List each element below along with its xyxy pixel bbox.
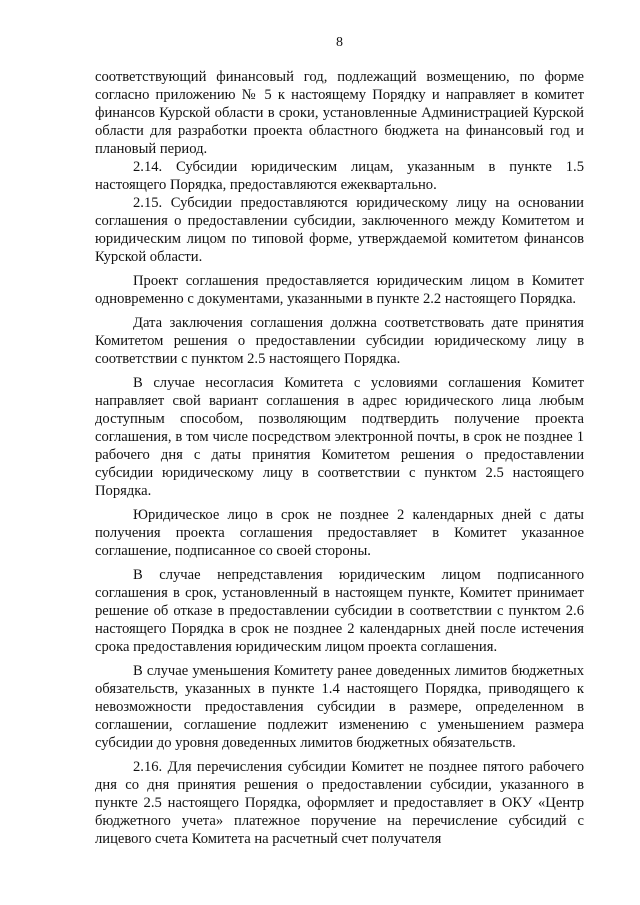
paragraph-non-submission: В случае непредставления юридическим лицом подписанного соглашения в срок, установленный в настоящем пункте, Комитет принимает решение об отказе в предоставлении субсидии в соответствии с пунктом 2.6 настоящего Порядка в срок не позднее 2 календарных дней после истечения срока предоставления юридическим лицом проекта соглашения. [95, 567, 584, 655]
paragraph-signed-agreement: Юридическое лицо в срок не позднее 2 календарных дней с даты получения проекта соглашения предоставляет в Комитет указанное соглашение, подписанное со своей стороны. [95, 507, 584, 559]
paragraph-limit-reduction: В случае уменьшения Комитету ранее доведенных лимитов бюджетных обязательств, указанных в пункте 1.4 настоящего Порядка, приводящего к невозможности предоставления субсидии в размере, определенном в соглашении, соглашение подлежит изменению с уменьшением размера субсидии до уровня доведенных лимитов бюджетных обязательств. [95, 663, 584, 751]
paragraph-continuation: соответствующий финансовый год, подлежащий возмещению, по форме согласно приложению № 5 к настоящему Порядку и направляет в комитет финансов Курской области в сроки, установленные Администрацией Курской области для разработки проекта областного бюджета на финансовый год и плановый период. [95, 69, 584, 157]
paragraph-2-15: 2.15. Субсидии предоставляются юридическому лицу на основании соглашения о предоставлении субсидии, заключенного между Комитетом и юридическим лицом по типовой форме, утверждаемой комитетом финансов Курской области. [95, 195, 584, 265]
paragraph-2-14: 2.14. Субсидии юридическим лицам, указанным в пункте 1.5 настоящего Порядка, предоставляются ежеквартально. [95, 159, 584, 193]
paragraph-draft-agreement: Проект соглашения предоставляется юридическим лицом в Комитет одновременно с документами, указанными в пункте 2.2 настоящего Порядка. [95, 273, 584, 307]
paragraph-disagreement: В случае несогласия Комитета с условиями соглашения Комитет направляет свой вариант соглашения в адрес юридического лица любым доступным способом, позволяющим подтвердить получение проекта соглашения, в том числе посредством электронной почты, в срок не позднее 1 рабочего дня с даты принятия Комитетом решения о предоставлении субсидии юридическому лицу в соответствии с пунктом 2.5 настоящего Порядка. [95, 375, 584, 499]
paragraph-2-16: 2.16. Для перечисления субсидии Комитет не позднее пятого рабочего дня со дня принятия решения о предоставлении субсидии, указанного в пункте 2.5 настоящего Порядка, оформляет и предоставляет в ОКУ «Центр бюджетного учета» платежное поручение на перечисление субсидий с лицевого счета Комитета на расчетный счет получателя [95, 759, 584, 847]
paragraph-agreement-date: Дата заключения соглашения должна соответствовать дате принятия Комитетом решения о предоставлении субсидии юридическому лицу в соответствии с пунктом 2.5 настоящего Порядка. [95, 315, 584, 367]
page-number: 8 [336, 35, 343, 50]
